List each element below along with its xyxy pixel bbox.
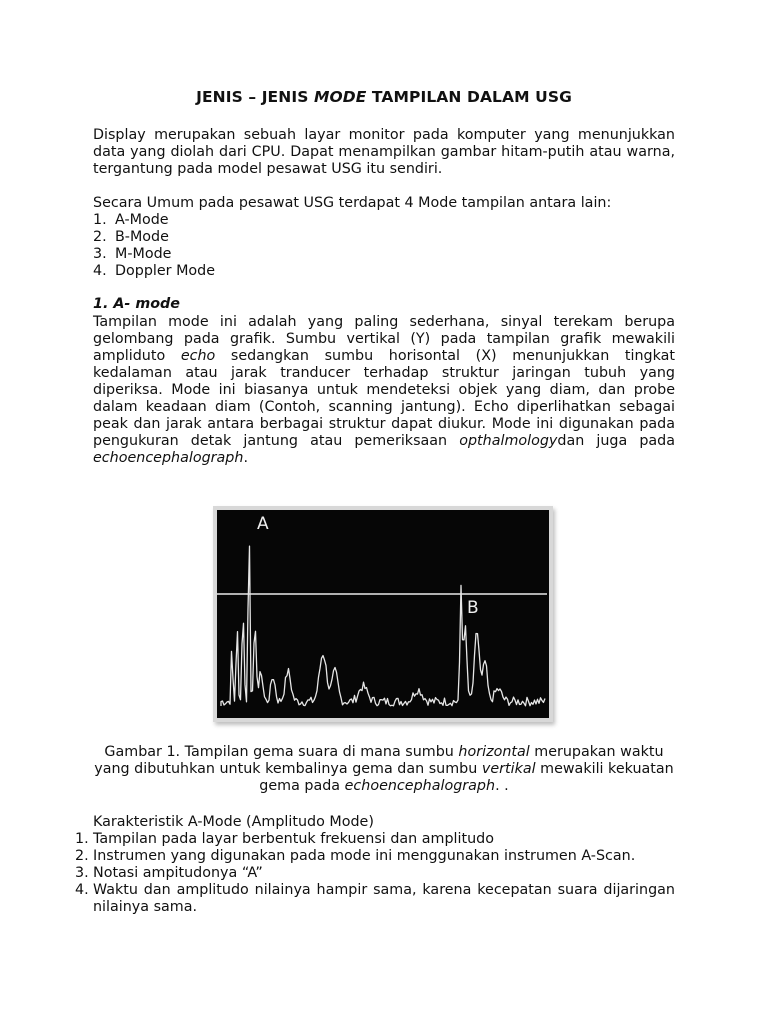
amode-figure [213,506,553,722]
peak-label-b: B [467,598,479,618]
intro-paragraph: Display merupakan sebuah layar monitor pada komputer yang menunjukkan data yang diolah dari CPU. Dapat menampilkan gambar hitam-putih atau warna, tergantung pada model pesawat USG itu sendiri. [93,127,675,177]
caption-text-4: . . [495,778,509,794]
amode-waveform-image [213,506,553,722]
list-item [75,848,675,865]
modes-list [93,212,215,280]
list-number: 1. [75,831,89,847]
list-item [93,246,215,263]
list-item [75,831,675,848]
list-item [93,229,215,246]
caption-italic-3: echoencephalograph [344,778,496,794]
caption-italic-2: vertikal [481,761,536,777]
list-label: A-Mode [115,212,169,228]
list-text: Waktu dan amplitudo nilainya hampir sama, karena kecepatan suara dijaringan nilainya sama. [93,882,675,915]
title-part-1: JENIS – JENIS [196,88,314,106]
list-number: 4. [93,263,107,279]
amode-italic-1: echo [180,348,216,364]
section-heading: 1. A- mode [93,296,180,312]
list-item [75,865,675,882]
list-text: Instrumen yang digunakan pada mode ini menggunakan instrumen A-Scan. [93,848,636,864]
list-item [93,263,215,280]
list-label: Doppler Mode [115,263,216,279]
amode-text-4: . [243,450,248,466]
list-label: M-Mode [115,246,172,262]
list-number: 1. [93,212,107,228]
scope-screen [217,510,549,718]
amode-paragraph [93,314,675,467]
list-number: 3. [93,246,107,262]
amode-italic-3: echoencephalograph [93,450,244,466]
modes-intro: Secara Umum pada pesawat USG terdapat 4 Mode tampilan antara lain: [93,195,612,211]
characteristics-heading: Karakteristik A-Mode (Amplitudo Mode) [93,814,374,830]
amode-text-3: dan juga pada [557,433,676,449]
caption-text-1: Gambar 1. Tampilan gema suara di mana sumbu [104,744,459,760]
figure-caption [90,744,678,795]
title-part-2: MODE [313,88,367,106]
caption-italic-1: horizontal [458,744,530,760]
list-label: B-Mode [115,229,169,245]
title-part-3: TAMPILAN DALAM USG [366,88,572,106]
list-item [75,882,675,916]
list-text: Tampilan pada layar berbentuk frekuensi dan amplitudo [93,831,494,847]
characteristics-list [75,831,675,916]
list-number: 2. [75,848,89,864]
amode-text-1: Tampilan mode ini adalah yang paling sederhana, sinyal terekam berupa gelombang pada grafik. Sumbu vertikal (Y) pada tampilan grafik mewakili ampliduto [93,314,675,364]
list-number: 4. [75,882,89,898]
list-number: 3. [75,865,89,881]
amode-text-2: sedangkan sumbu horisontal (X) menunjukkan tingkat kedalaman atau jarak tranducer terhadap struktur jaringan tubuh yang diperiksa. Mode ini biasanya untuk mendeteksi objek yang diam, dan probe dalam keadaan diam (Contoh, scanning jantung). Echo diperlihatkan sebagai peak dan jarak antara berbagai struktur dapat diukur. Mode ini digunakan pada pengukuran detak jantung atau pemeriksaan [93,348,675,449]
caption-text-2: merupakan waktu yang dibutuhkan untuk kembalinya gema dan sumbu [94,744,664,777]
page-title [0,88,768,106]
list-number: 2. [93,229,107,245]
amode-italic-2: opthalmology [459,433,558,449]
caption-text-3: mewakili kekuatan gema pada [259,761,674,794]
list-text: Notasi ampitudonya “A” [93,865,263,881]
list-item [93,212,215,229]
peak-label-a: A [257,514,269,534]
